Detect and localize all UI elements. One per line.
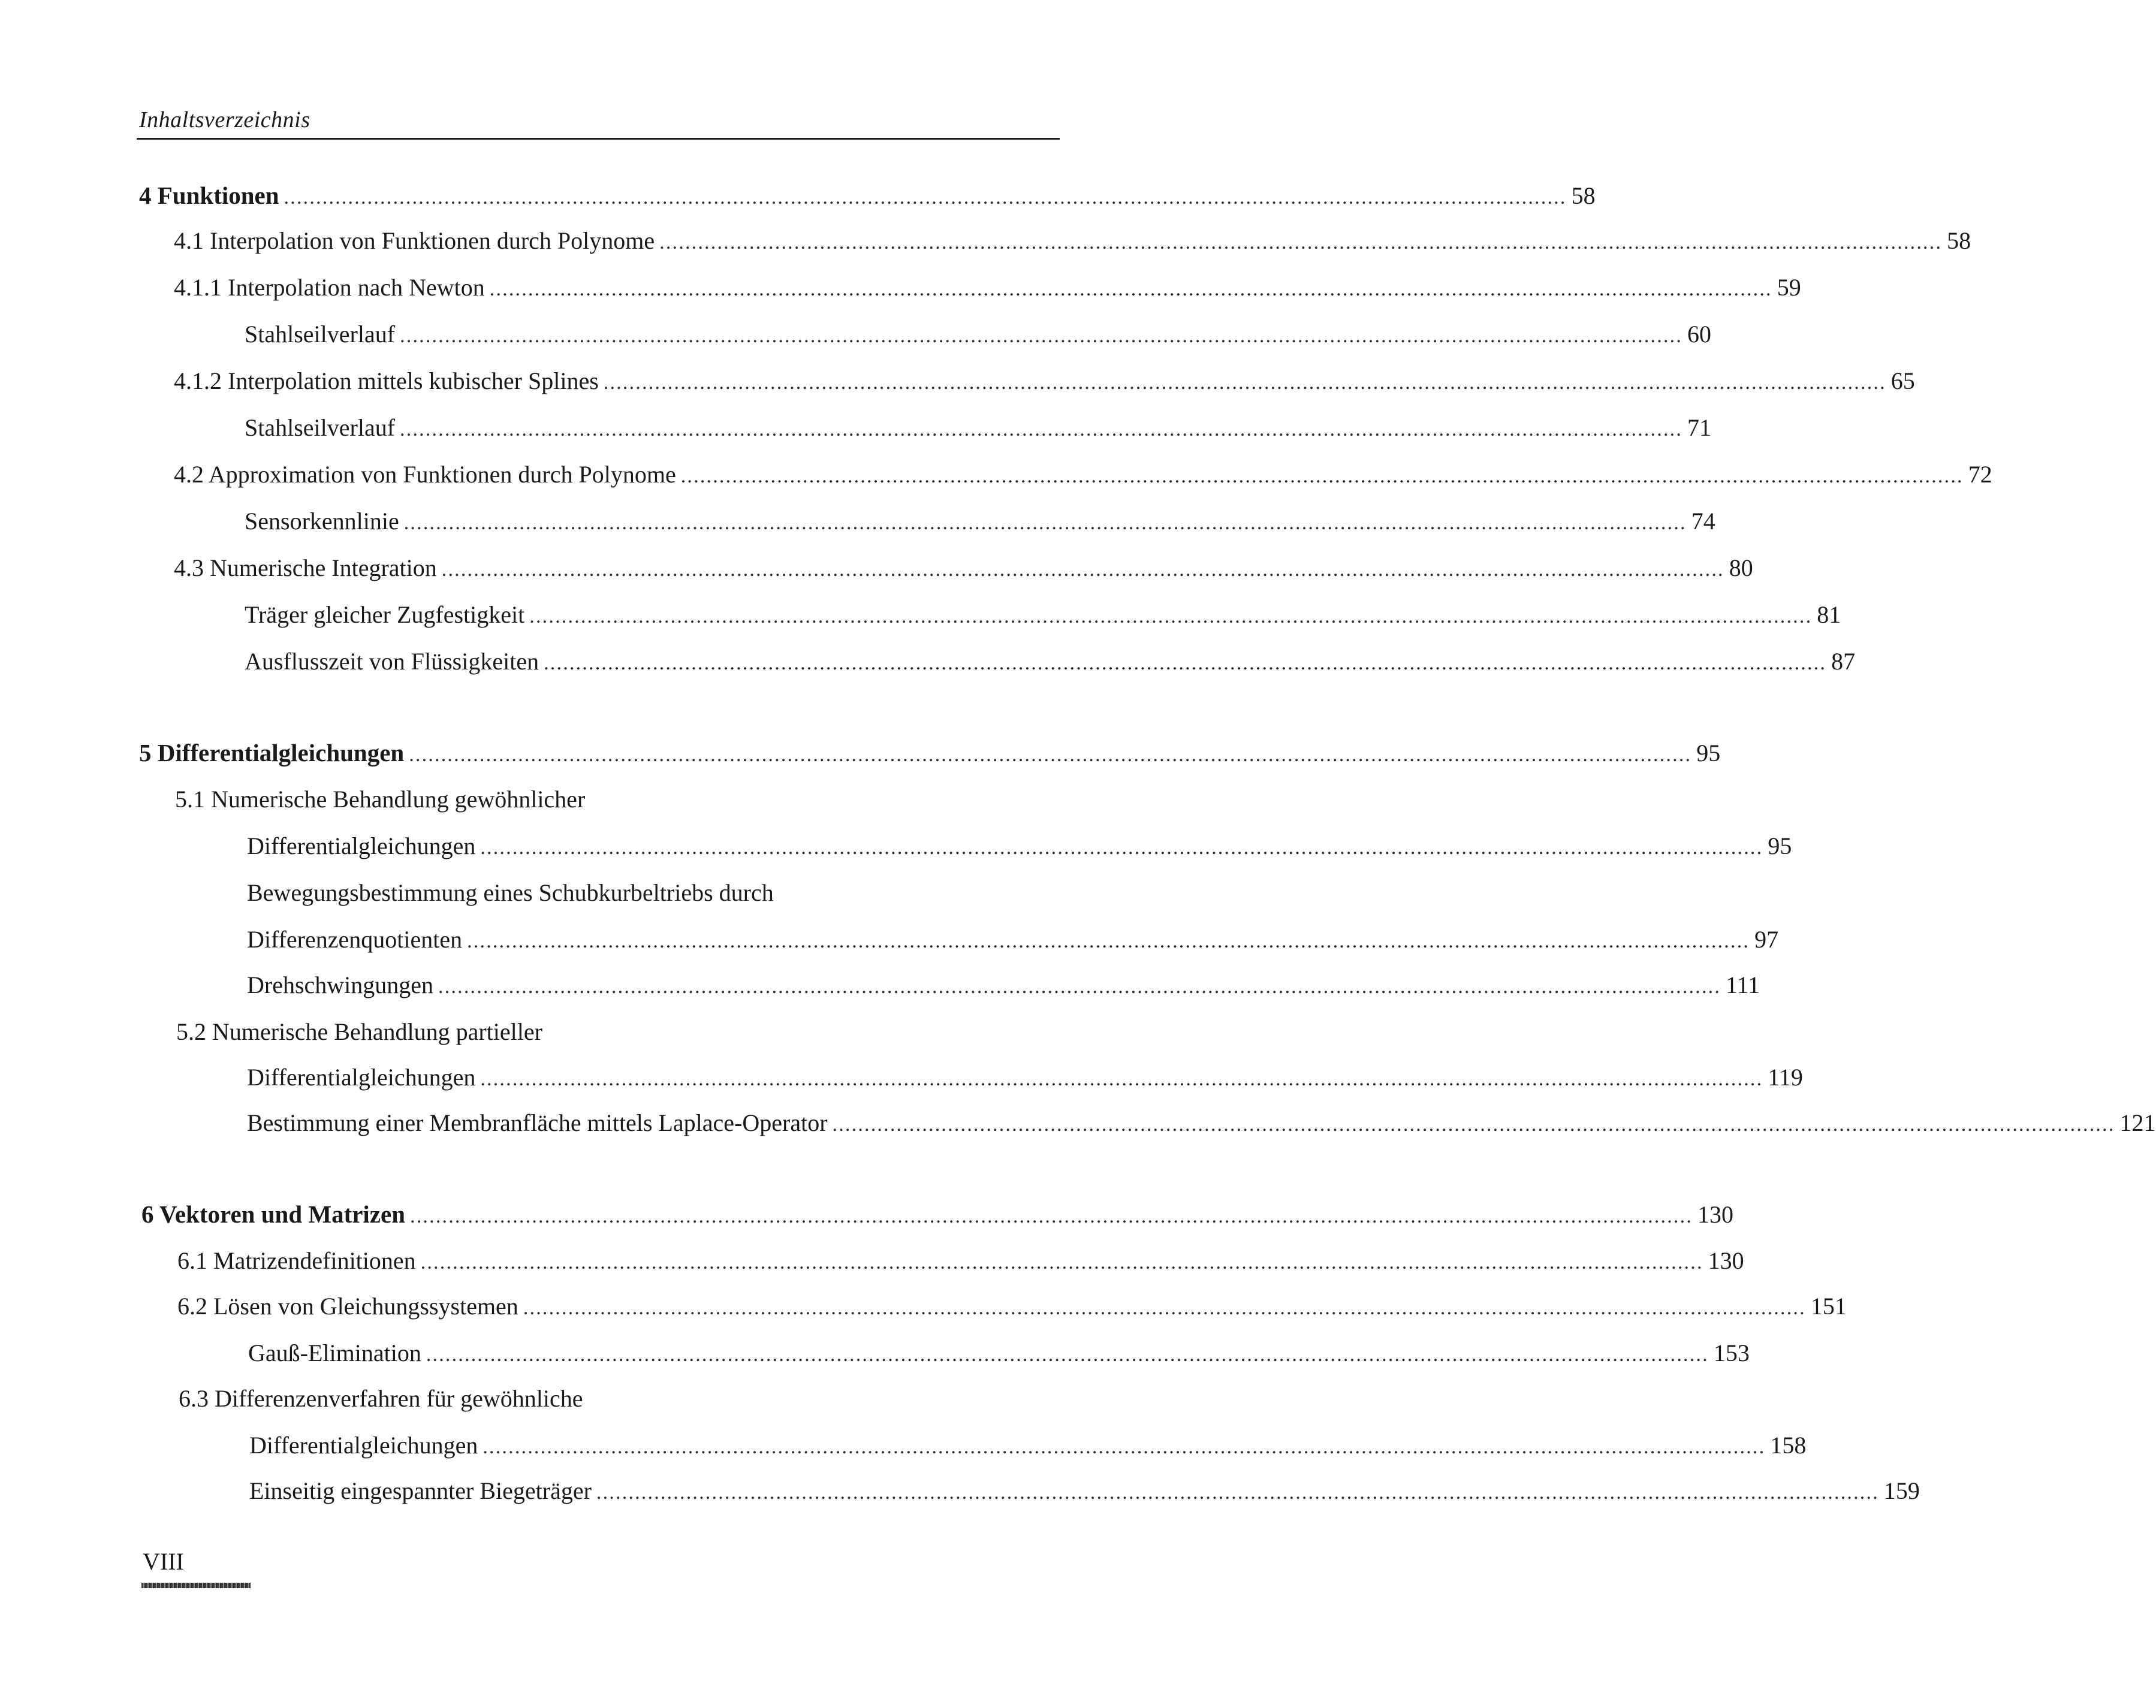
footer-decorative-bar xyxy=(141,1583,251,1588)
toc-entry-title: Träger gleicher Zugfestigkeit xyxy=(245,601,525,628)
toc-entry-title: Sensorkennlinie xyxy=(245,508,399,535)
toc-section-5-2-title: 5.2 Numerische Behandlung partieller xyxy=(176,1018,542,1045)
dot-leader: ........................................................................................................................................................................................................ xyxy=(409,744,1692,766)
toc-page-number: 121 xyxy=(2119,1109,2156,1136)
toc-example-sensorkennlinie[interactable] xyxy=(245,507,1715,535)
toc-section-5-2[interactable] xyxy=(247,1063,1803,1091)
toc-section-4-1-1[interactable] xyxy=(174,273,1801,301)
toc-entry-title: 4.1.2 Interpolation mittels kubischer Splines xyxy=(174,367,599,394)
toc-chapter-4[interactable] xyxy=(139,181,1596,210)
dot-leader: ........................................................................................................................................................................................................ xyxy=(467,930,1750,952)
toc-entry-title: 4.1 Interpolation von Funktionen durch Polynome xyxy=(174,227,655,254)
dot-leader: ........................................................................................................................................................................................................ xyxy=(426,1344,1709,1366)
toc-example-stahlseilverlauf-1[interactable] xyxy=(245,320,1712,348)
toc-example-schubkurbeltrieb[interactable] xyxy=(247,925,1779,953)
toc-section-4-1[interactable] xyxy=(174,227,1971,255)
dot-leader: ........................................................................................................................................................................................................ xyxy=(544,652,1827,674)
dot-leader: ........................................................................................................................................................................................................ xyxy=(680,465,1964,487)
toc-page-number: 111 xyxy=(1726,971,1760,998)
toc-section-6-3-title: 6.3 Differenzenverfahren für gewöhnliche xyxy=(179,1385,583,1412)
toc-page-number: 80 xyxy=(1729,554,1753,581)
toc-example-stahlseilverlauf-2[interactable] xyxy=(245,414,1712,442)
toc-section-6-3[interactable] xyxy=(249,1431,1807,1459)
toc-page-number: 60 xyxy=(1687,321,1712,348)
dot-leader: ........................................................................................................................................................................................................ xyxy=(400,418,1683,440)
toc-entry-title: 4.3 Numerische Integration xyxy=(174,554,437,581)
toc-entry-title: Differenzenquotienten xyxy=(247,926,463,953)
toc-entry-title: Ausflusszeit von Flüssigkeiten xyxy=(245,648,539,675)
toc-example-drehschwingungen[interactable] xyxy=(247,971,1760,999)
toc-entry-title: Einseitig eingespannter Biegeträger xyxy=(249,1477,592,1504)
dot-leader: ........................................................................................................................................................................................................ xyxy=(529,605,1813,627)
dot-leader: ........................................................................................................................................................................................................ xyxy=(480,837,1763,859)
dot-leader: ........................................................................................................................................................................................................ xyxy=(441,559,1724,581)
toc-entry-title: Differentialgleichungen xyxy=(247,1064,476,1091)
dot-leader: ........................................................................................................................................................................................................ xyxy=(410,1205,1693,1227)
dot-leader: ........................................................................................................................................................................................................ xyxy=(489,278,1772,300)
toc-page-number: 58 xyxy=(1571,182,1596,209)
running-header: Inhaltsverzeichnis xyxy=(139,107,310,132)
toc-section-6-1[interactable] xyxy=(177,1247,1744,1275)
toc-chapter-6[interactable] xyxy=(141,1200,1734,1229)
toc-entry-title: 4.1.1 Interpolation nach Newton xyxy=(174,274,485,301)
toc-page-number: 87 xyxy=(1831,648,1856,675)
toc-page-number: 58 xyxy=(1947,227,1971,254)
toc-page-number: 130 xyxy=(1708,1247,1744,1274)
toc-page-number: 153 xyxy=(1713,1339,1750,1366)
toc-entry-title: Differentialgleichungen xyxy=(249,1432,478,1459)
toc-entry-title: Drehschwingungen xyxy=(247,971,434,998)
toc-section-4-1-2[interactable] xyxy=(174,367,1915,395)
toc-entry-title: Stahlseilverlauf xyxy=(245,414,396,441)
dot-leader: ........................................................................................................................................................................................................ xyxy=(480,1068,1763,1090)
header-rule xyxy=(137,138,1060,140)
dot-leader: ........................................................................................................................................................................................................ xyxy=(420,1251,1703,1274)
toc-page-number: 95 xyxy=(1768,832,1792,859)
toc-entry-title: 6.1 Matrizendefinitionen xyxy=(177,1247,416,1274)
toc-entry-title: 6.2 Lösen von Gleichungssystemen xyxy=(177,1293,518,1320)
toc-section-4-3[interactable] xyxy=(174,554,1753,582)
dot-leader: ........................................................................................................................................................................................................ xyxy=(659,231,1943,254)
toc-example-traeger[interactable] xyxy=(245,600,1841,629)
toc-example-gauss-elimination[interactable] xyxy=(248,1339,1750,1367)
toc-entry-title: 4.2 Approximation von Funktionen durch Polynome xyxy=(174,461,676,488)
dot-leader: ........................................................................................................................................................................................................ xyxy=(284,186,1567,209)
toc-page-number: 72 xyxy=(1968,461,1992,488)
toc-section-4-2[interactable] xyxy=(174,460,1992,488)
toc-page-number: 130 xyxy=(1697,1201,1734,1228)
toc-entry-title: Differentialgleichungen xyxy=(247,832,476,859)
dot-leader: ........................................................................................................................................................................................................ xyxy=(438,976,1721,998)
toc-example-ausflusszeit[interactable] xyxy=(245,647,1856,675)
toc-page-number: 65 xyxy=(1890,367,1915,394)
dot-leader: ........................................................................................................................................................................................................ xyxy=(483,1436,1766,1458)
toc-entry-title: Stahlseilverlauf xyxy=(245,321,396,348)
toc-page-number: 119 xyxy=(1768,1064,1803,1091)
toc-page-number: 81 xyxy=(1817,601,1841,628)
dot-leader: ........................................................................................................................................................................................................ xyxy=(403,512,1687,534)
dot-leader: ........................................................................................................................................................................................................ xyxy=(400,325,1683,347)
page-number: VIII xyxy=(143,1548,184,1575)
dot-leader: ........................................................................................................................................................................................................ xyxy=(523,1297,1806,1319)
toc-example-biegetraeger[interactable] xyxy=(249,1477,1920,1505)
toc-section-5-1-title: 5.1 Numerische Behandlung gewöhnlicher xyxy=(175,786,586,813)
toc-page-number: 74 xyxy=(1691,508,1715,535)
toc-chapter-5[interactable] xyxy=(139,738,1721,767)
toc-entry-title: 4 Funktionen xyxy=(139,182,279,209)
toc-page-number: 158 xyxy=(1770,1432,1807,1459)
toc-entry-title: 5 Differentialgleichungen xyxy=(139,739,405,767)
toc-page-number: 159 xyxy=(1883,1477,1920,1504)
toc-section-5-1[interactable] xyxy=(247,832,1792,860)
toc-entry-title: Gauß-Elimination xyxy=(248,1339,421,1366)
toc-entry-title: 6 Vektoren und Matrizen xyxy=(141,1200,406,1228)
toc-page-number: 71 xyxy=(1687,414,1712,441)
toc-example-schubkurbeltrieb-title: Bewegungsbestimmung eines Schubkurbeltriebs durch xyxy=(247,879,774,906)
dot-leader: ........................................................................................................................................................................................................ xyxy=(603,372,1886,394)
toc-example-membranflaeche[interactable] xyxy=(247,1109,2156,1137)
toc-page-number: 59 xyxy=(1777,274,1801,301)
dot-leader: ........................................................................................................................................................................................................ xyxy=(832,1113,2115,1136)
toc-entry-title: Bestimmung einer Membranfläche mittels Laplace-Operator xyxy=(247,1109,828,1136)
toc-page-number: 97 xyxy=(1754,926,1779,953)
toc-page-number: 95 xyxy=(1696,740,1721,767)
toc-section-6-2[interactable] xyxy=(177,1292,1847,1320)
dot-leader: ........................................................................................................................................................................................................ xyxy=(596,1481,1879,1504)
toc-page-number: 151 xyxy=(1810,1293,1847,1320)
